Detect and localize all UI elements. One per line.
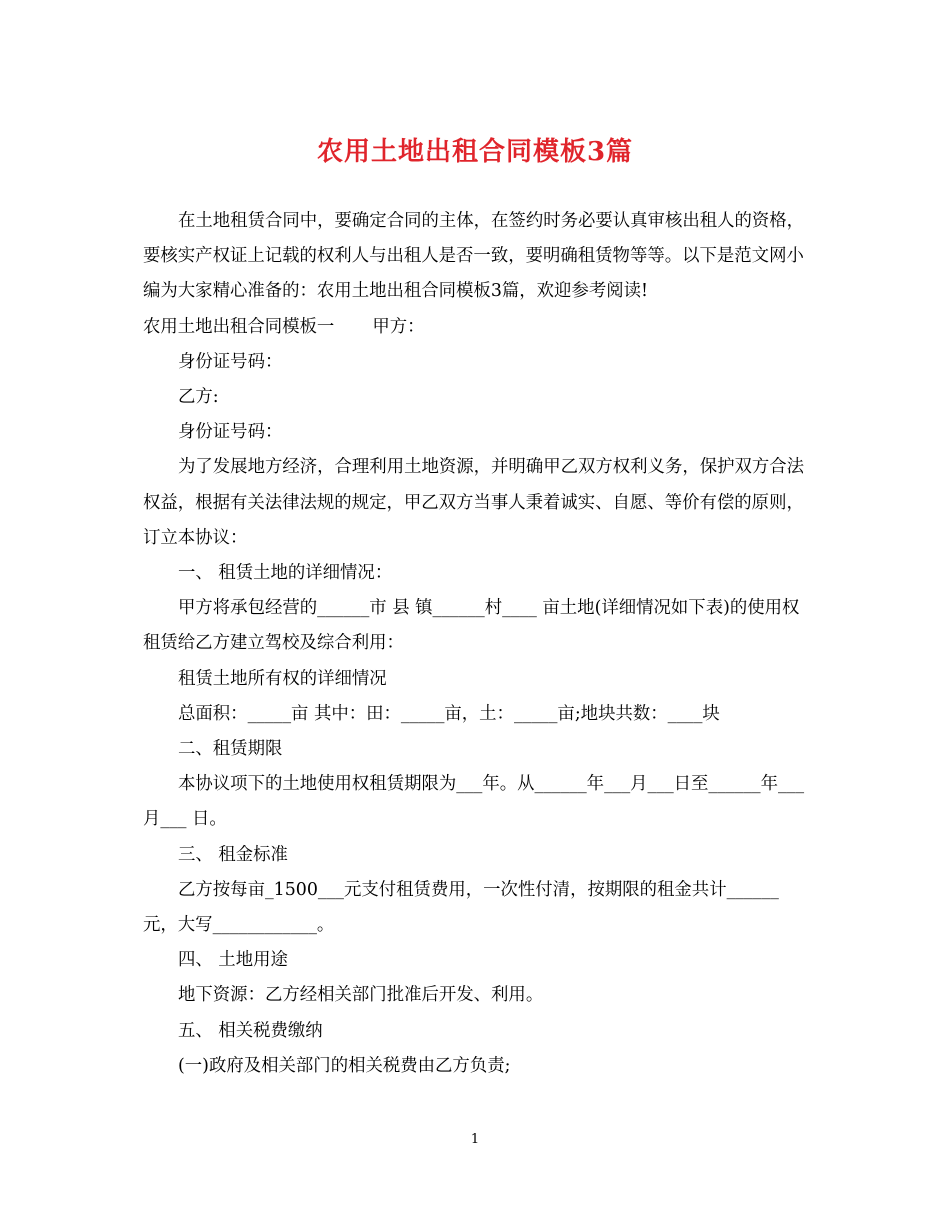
total-area-line: 总面积：_____亩 其中：田：_____亩，土：_____亩;地块共数：____块: [178, 703, 720, 724]
party-b-line: 乙方:: [178, 387, 219, 408]
tax-line: (一)政府及相关部门的相关税费由乙方负责;: [178, 1055, 511, 1076]
document-title: 农用土地出租合同模板3篇: [316, 137, 634, 167]
party-a-id-line: 身份证号码：: [178, 351, 283, 372]
land-details-paragraph: 甲方将承包经营的______市 县 镇______村____ 亩土地(详细情况如下表)的使用权租赁给乙方建立驾校及综合利用：: [143, 598, 800, 654]
section-4-heading: 四、 土地用途: [178, 950, 288, 971]
ownership-details-line: 租赁土地所有权的详细情况: [178, 668, 387, 689]
land-use-line: 地下资源：乙方经相关部门批准后开发、利用。: [178, 985, 544, 1006]
party-b-id-line: 身份证号码：: [178, 422, 283, 443]
page-number: 1: [470, 1132, 480, 1147]
template-heading-line: [143, 310, 805, 345]
party-a-label: 甲方：: [372, 316, 425, 337]
intro-paragraph: 在土地租赁合同中，要确定合同的主体，在签约时务必要认真审核出租人的资格，要核实产权证上记载的权利人与出租人是否一致，要明确租赁物等等。以下是范文网小编为大家精心准备的：农用土地出租合同模板3篇，欢迎参考阅读!: [143, 211, 805, 302]
lease-term-paragraph: 本协议项下的土地使用权租赁期限为___年。从______年___月___日至______年___月___ 日。: [143, 774, 805, 830]
rent-paragraph: 乙方按每亩_1500___元支付租赁费用，一次性付清，按期限的租金共计______元，大写____________。: [143, 879, 779, 936]
section-2-heading: 二、租赁期限: [178, 739, 283, 760]
purpose-paragraph: 为了发展地方经济，合理利用土地资源，并明确甲乙双方权利义务，保护双方合法权益，根据有关法律法规的规定，甲乙双方当事人秉着诚实、自愿、等价有偿的原则，订立本协议：: [143, 457, 805, 548]
section-5-heading: 五、 相关税费缴纳: [178, 1020, 323, 1041]
document-body: [143, 204, 805, 1084]
template1-heading: 农用土地出租合同模板一: [143, 316, 335, 337]
section-1-heading: 一、 租赁土地的详细情况：: [178, 563, 393, 584]
section-3-heading: 三、 租金标准: [178, 844, 288, 865]
